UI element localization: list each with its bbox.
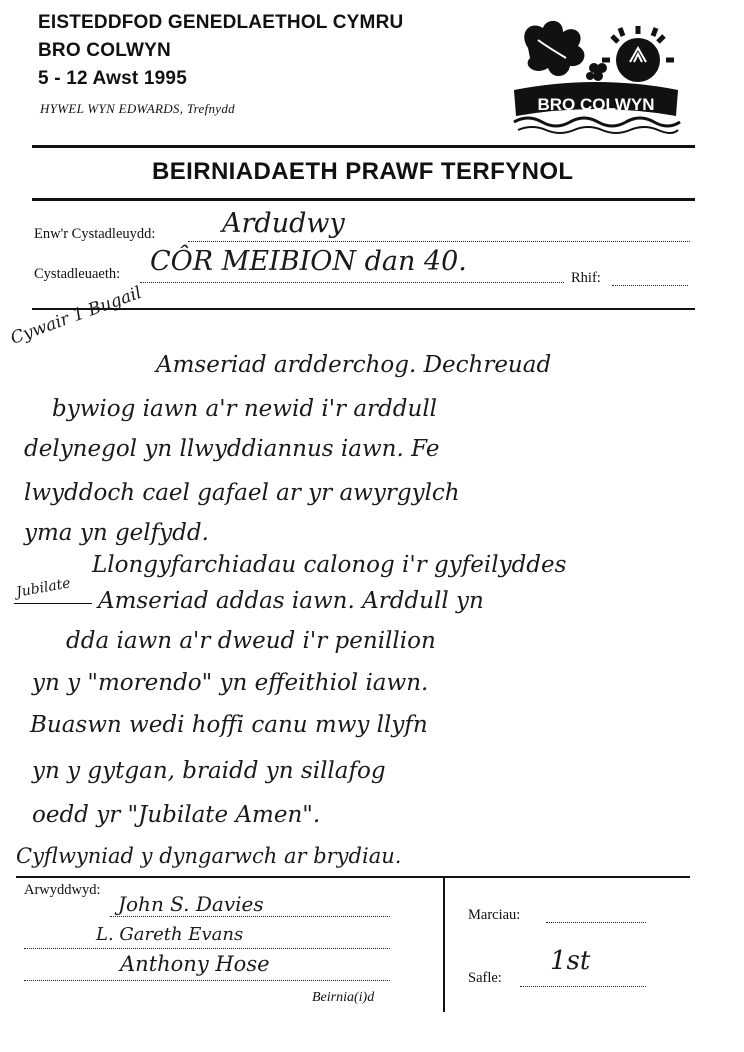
signature-line-3 [24,980,390,981]
page-title: BEIRNIADAETH PRAWF TERFYNOL [152,158,574,185]
adjudication-line: Amseriad addas iawn. Arddull yn [98,588,484,614]
festival-name: EISTEDDFOD GENEDLAETHOL CYMRU [38,12,404,33]
adjudication-line: Buaswn wedi hoffi canu mwy llyfn [30,712,428,738]
competitor-dotted-line [188,241,690,242]
side-note-underline [14,603,92,604]
signature-2: L. Gareth Evans [96,924,244,945]
adjudication-line: Cyflwyniad y dyngarwch ar brydiau. [16,844,402,868]
adjudication-line: yn y "morendo" yn effeithiol iawn. [32,670,429,696]
number-label: Rhif: [571,270,601,286]
logo-graphic [508,18,684,134]
side-note: Jubilate [15,575,72,601]
footer-top-rule [16,876,690,878]
number-dotted-line [612,285,688,286]
signature-1: John S. Davies [118,892,264,916]
festival-dates: 5 - 12 Awst 1995 [38,68,187,89]
adjudication-line: lwyddoch cael gafael ar yr awyrgylch [24,480,460,506]
adjudication-line: delynegol yn llwyddiannus iawn. Fe [24,436,440,462]
adjudication-line: Amseriad ardderchog. Dechreuad [156,352,552,378]
marks-dotted-line [546,922,646,923]
festival-location: BRO COLWYN [38,40,171,61]
competition-label: Cystadleuaeth: [34,266,121,282]
signature-line-2 [24,948,390,949]
bro-colwyn-logo [508,18,684,134]
signature-3: Anthony Hose [120,952,270,976]
competition-dotted-line [140,282,564,283]
signed-label: Arwyddwyd: [24,882,101,898]
adjudicators-label: Beirnia(i)d [312,990,375,1005]
place-label: Safle: [468,970,502,986]
organiser-name: HYWEL WYN EDWARDS, Trefnydd [40,101,235,116]
margin-note: Cywair 1 Bugail [8,282,145,349]
competitor-value: Ardudwy [222,208,345,239]
signature-line-1 [110,916,390,917]
adjudication-line: Llongyfarchiadau calonog i'r gyfeilyddes [92,552,567,578]
competition-value: CÔR MEIBION dan 40. [150,246,467,277]
title-bottom-rule [32,198,695,201]
adjudication-line: yma yn gelfydd. [24,520,209,546]
competitor-label: Enw'r Cystadleuydd: [34,226,156,242]
title-top-rule [32,145,695,148]
logo-text: BRO COLWYN [537,95,655,114]
marks-label: Marciau: [468,907,521,923]
adjudication-line: bywiog iawn a'r newid i'r arddull [52,396,438,422]
form-bottom-rule [32,308,695,310]
place-dotted-line [520,986,646,987]
adjudication-line: yn y gytgan, braidd yn sillafog [32,758,386,784]
place-value: 1st [550,946,591,976]
adjudication-line: dda iawn a'r dweud i'r penillion [66,628,436,654]
footer-divider [443,876,445,1012]
adjudication-line: oedd yr "Jubilate Amen". [32,802,321,828]
